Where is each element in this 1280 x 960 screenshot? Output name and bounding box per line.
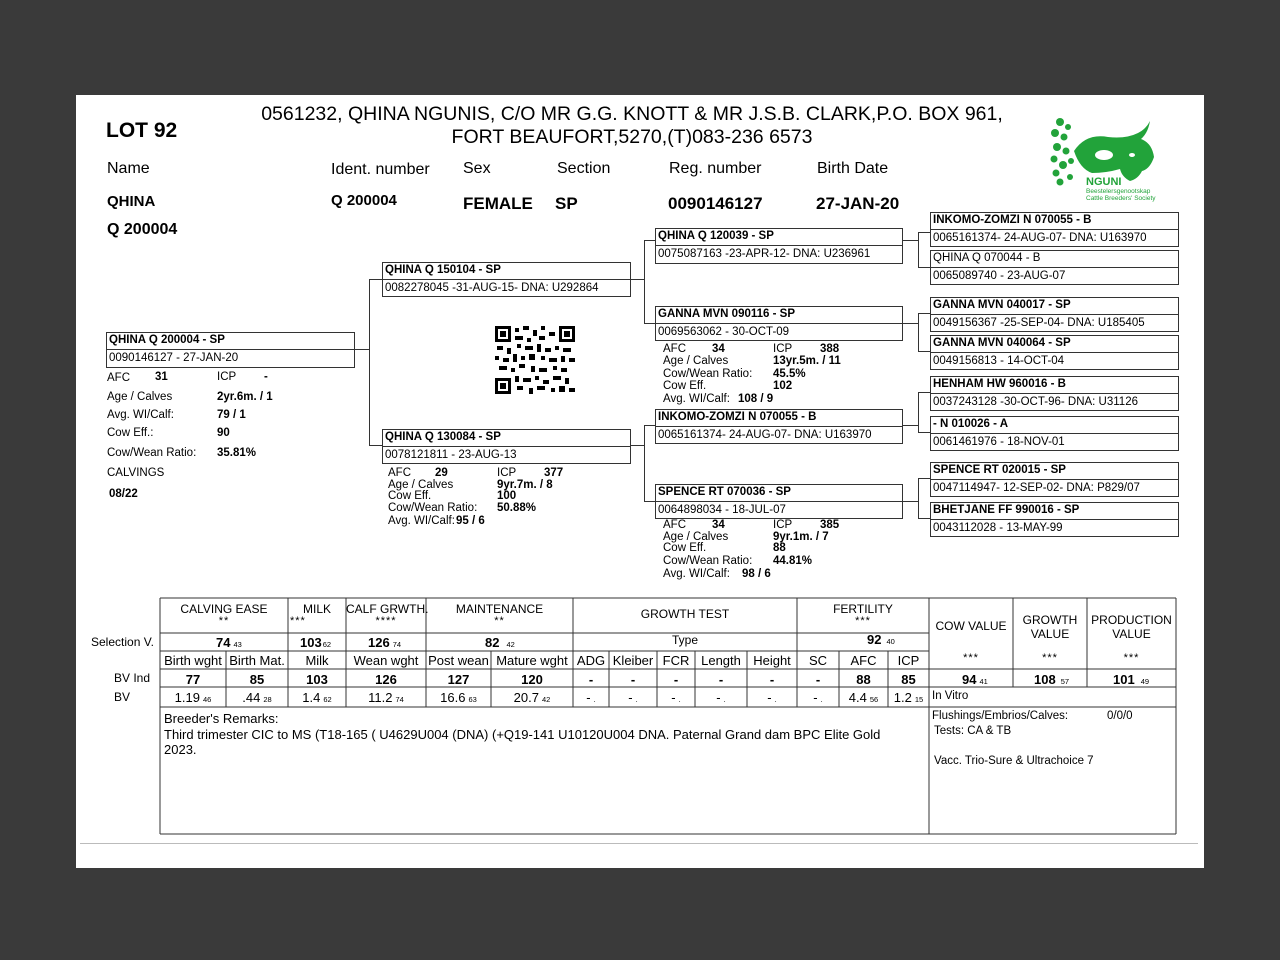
dam-detail: 0078121811 - 23-AUG-13 (385, 449, 517, 461)
gp-eff: 88 (773, 542, 786, 554)
reg-header: Reg. number (669, 160, 762, 177)
column-header: Wean wght (353, 653, 419, 668)
subject-wi-label: Avg. WI/Calf: (107, 409, 174, 421)
subject-wi: 79 / 1 (217, 409, 246, 421)
gp-ratio: 45.5% (773, 368, 806, 380)
remarks-text: Third trimester CIC to MS (T18-165 ( U4629U004 (DNA) (+Q19-141 U10120U004 DNA. Paternal Grand dam BPC Elite Gold 2023. (164, 727, 881, 757)
logo-sub2: Cattle Breeders' Society (1086, 195, 1156, 202)
bvind-cell: - (718, 672, 724, 687)
ggp-name: - N 010026 - A (933, 418, 1008, 430)
bv-cell: 20.7 42 (513, 690, 551, 705)
gp-wi-label: Avg. WI/Calf: (663, 393, 730, 405)
bv-cell: 1.2 15 (893, 690, 924, 705)
gp-ratio-label: Cow/Wean Ratio: (663, 368, 753, 380)
gp-eff-label: Cow Eff. (663, 542, 707, 554)
type-header: Type (671, 633, 698, 647)
subject-icp-label: ICP (217, 371, 237, 383)
column-header: Length (701, 653, 741, 668)
gp-wi: 98 / 6 (742, 568, 771, 580)
bvind-cell: - (630, 672, 636, 687)
gp-icp-label: ICP (773, 519, 793, 531)
gp-eff: 102 (773, 380, 793, 392)
subject-icp: - (264, 371, 268, 383)
growth-test-header: GROWTH TEST (640, 607, 730, 621)
bvind-cell: - (769, 672, 775, 687)
tests-note: Tests: CA & TB (934, 725, 1012, 737)
animal-sex: FEMALE (463, 194, 533, 213)
ggp-detail: 0061461976 - 18-NOV-01 (933, 436, 1065, 448)
gp-age: 9yr.1m. / 7 (773, 531, 829, 543)
subject-ratio: 35.81% (217, 447, 257, 459)
subject-afc-label: AFC (107, 372, 130, 384)
bvind-cell: - (673, 672, 679, 687)
column-header: Kleiber (612, 653, 654, 668)
ggp-detail: 0043112028 - 13-MAY-99 (933, 522, 1063, 534)
selection-calving: 74 43 (216, 635, 242, 650)
growth-value-header: GROWTH (1022, 613, 1078, 627)
calving-ease-header: CALVING EASE (180, 602, 268, 616)
gp-icp: 385 (820, 519, 840, 531)
animal-reg: 0090146127 (668, 194, 763, 213)
sex-header: Sex (463, 160, 491, 177)
animal-birth: 27-JAN-20 (816, 194, 900, 213)
ggp-detail: 0049156813 - 14-OCT-04 (933, 355, 1065, 367)
column-header: Birth wght (164, 653, 222, 668)
lot-number: LOT 92 (106, 119, 178, 142)
cow-value-stars: *** (963, 652, 979, 664)
ggp-name: BHETJANE FF 990016 - SP (933, 504, 1080, 516)
ggp-detail: 0047114947- 12-SEP-02- DNA: P829/07 (933, 482, 1140, 494)
bvind-cell: 127 (447, 672, 470, 687)
dam-icp: 377 (544, 467, 564, 479)
ggp-name: QHINA Q 070044 - B (933, 252, 1041, 264)
dam-icp-label: ICP (497, 467, 517, 479)
column-header: SC (808, 653, 828, 668)
bv-cell: - . (586, 690, 596, 705)
logo-sub1: Beestelersgenootskap (1086, 188, 1151, 195)
production-value-bvind: 101 49 (1113, 672, 1150, 687)
gp-detail: 0069563062 - 30-OCT-09 (658, 326, 790, 338)
dam-name: QHINA Q 130084 - SP (385, 431, 501, 443)
ggp-name: GANNA MVN 040017 - SP (933, 299, 1071, 311)
dam-ratio: 50.88% (497, 502, 537, 514)
ggp-detail: 0065161374- 24-AUG-07- DNA: U163970 (933, 232, 1147, 244)
bv-cell: - . (767, 690, 777, 705)
bvind-cell: 77 (185, 672, 201, 687)
ggp-detail: 0065089740 - 23-AUG-07 (933, 270, 1066, 282)
subject-afc: 31 (155, 371, 168, 383)
gp-afc: 34 (712, 519, 725, 531)
growth-value-stars: *** (1042, 652, 1058, 664)
vaccination-note: Vacc. Trio-Sure & Ultrachoice 7 (934, 755, 1094, 767)
gp-ratio-label: Cow/Wean Ratio: (663, 555, 753, 567)
production-value-stars: *** (1123, 652, 1140, 664)
logo-brand: NGUNI (1086, 176, 1122, 188)
remarks-title: Breeder's Remarks: (164, 711, 279, 726)
selection-maintenance: 82 42 (485, 635, 515, 650)
column-header: ICP (897, 653, 920, 668)
dam-afc-label: AFC (388, 467, 411, 479)
bv-cell: - . (813, 690, 823, 705)
gp-afc: 34 (712, 343, 725, 355)
selection-milk: 10362 (300, 635, 332, 650)
maintenance-header: MAINTENANCE (455, 602, 544, 616)
bv-cell: - . (671, 690, 681, 705)
gp-name: GANNA MVN 090116 - SP (658, 308, 795, 320)
sire-detail: 0082278045 -31-AUG-15- DNA: U292864 (385, 282, 599, 294)
selection-fertility: 92 40 (867, 632, 895, 647)
column-header: ADG (576, 653, 606, 668)
dam-eff: 100 (497, 490, 517, 502)
animal-name-id: Q 200004 (107, 221, 178, 238)
breeder-address-line1: 0561232, QHINA NGUNIS, C/O MR G.G. KNOTT & MR J.S.B. CLARK,P.O. BOX 961, (261, 103, 1003, 125)
bv-cell: 16.6 63 (440, 690, 477, 705)
column-header: Post wean (428, 653, 489, 668)
gp-detail: 0075087163 -23-APR-12- DNA: U236961 (658, 248, 871, 260)
fertility-header: FERTILITY (833, 602, 893, 616)
gp-icp: 388 (820, 343, 840, 355)
pedigree-sheet (76, 95, 1204, 868)
bvind-label: BV Ind (114, 671, 151, 685)
ggp-name: SPENCE RT 020015 - SP (933, 464, 1066, 476)
growth-value-header-2: VALUE (1030, 627, 1070, 641)
calf-growth-stars: **** (375, 615, 397, 627)
selection-calf: 126 74 (368, 635, 402, 650)
animal-name: QHINA (107, 193, 156, 210)
bvind-cell: 85 (249, 672, 265, 687)
subject-detail: 0090146127 - 27-JAN-20 (109, 352, 239, 364)
ggp-name: GANNA MVN 040064 - SP (933, 337, 1071, 349)
bv-cell: - . (628, 690, 638, 705)
dam-age: 9yr.7m. / 8 (497, 479, 553, 491)
gp-name: QHINA Q 120039 - SP (658, 230, 774, 242)
bvind-cell: 85 (901, 672, 916, 687)
ggp-detail: 0049156367 -25-SEP-04- DNA: U185405 (933, 317, 1145, 329)
ggp-name: HENHAM HW 960016 - B (933, 378, 1066, 390)
cow-value-header: COW VALUE (935, 619, 1007, 633)
gp-afc-label: AFC (663, 343, 686, 355)
bv-cell: 1.4 62 (302, 690, 332, 705)
dam-eff-label: Cow Eff. (388, 490, 432, 502)
growth-value-bvind: 108 57 (1034, 672, 1070, 687)
gp-age: 13yr.5m. / 11 (773, 355, 841, 367)
gp-age-label: Age / Calves (663, 531, 729, 543)
calvings-label: CALVINGS (107, 467, 165, 479)
column-header: Milk (305, 653, 329, 668)
bvind-cell: 88 (856, 672, 871, 687)
dam-wi: 95 / 6 (456, 515, 485, 527)
column-header: Birth Mat. (229, 653, 285, 668)
column-header: AFC (850, 653, 877, 668)
in-vitro-label: In Vitro (932, 690, 969, 702)
gp-icp-label: ICP (773, 343, 793, 355)
bvind-cell: 120 (521, 672, 543, 687)
calving-ease-stars: ** (218, 615, 230, 627)
name-header: Name (107, 160, 150, 177)
dam-age-label: Age / Calves (388, 479, 454, 491)
dam-afc: 29 (435, 467, 448, 479)
dam-ratio-label: Cow/Wean Ratio: (388, 502, 478, 514)
bv-label: BV (114, 690, 131, 704)
gp-age-label: Age / Calves (663, 355, 729, 367)
subject-age: 2yr.6m. / 1 (217, 391, 273, 403)
milk-stars: *** (290, 615, 306, 627)
ggp-detail: 0037243128 -30-OCT-96- DNA: U31126 (933, 396, 1138, 408)
bvind-cell: 103 (306, 672, 328, 687)
subject-ratio-label: Cow/Wean Ratio: (107, 447, 197, 459)
gp-detail: 0064898034 - 18-JUL-07 (658, 504, 786, 516)
bv-cell: 1.19 46 (174, 690, 212, 705)
subject-name: QHINA Q 200004 - SP (109, 334, 225, 346)
breeder-address-line2: FORT BEAUFORT,5270,(T)083-236 6573 (451, 126, 813, 148)
gp-afc-label: AFC (663, 519, 686, 531)
flushings-value: 0/0/0 (1107, 710, 1133, 722)
calf-growth-header: CALF GRWTH. (346, 602, 429, 616)
fertility-stars: *** (855, 615, 871, 627)
birth-header: Birth Date (817, 160, 889, 177)
gp-wi: 108 / 9 (738, 393, 774, 405)
column-header: FCR (662, 653, 690, 668)
animal-ident: Q 200004 (331, 192, 397, 209)
subject-eff-label: Cow Eff.: (107, 427, 154, 439)
production-value-header: PRODUCTION (1091, 613, 1172, 627)
bvind-cell: - (815, 672, 821, 687)
sire-name: QHINA Q 150104 - SP (385, 264, 501, 276)
selection-label: Selection V. (91, 635, 154, 649)
bv-cell: - . (716, 690, 726, 705)
dam-wi-label: Avg. WI/Calf: (388, 515, 455, 527)
subject-age-label: Age / Calves (107, 391, 173, 403)
gp-name: INKOMO-ZOMZI N 070055 - B (658, 411, 817, 423)
ident-header: Ident. number (331, 161, 430, 178)
gp-ratio: 44.81% (773, 555, 813, 567)
flushings-label: Flushings/Embrios/Calves: (932, 710, 1069, 722)
maintenance-stars: ** (494, 615, 505, 627)
bv-cell: 11.2 74 (368, 690, 404, 705)
column-header: Height (753, 653, 791, 668)
gp-eff-label: Cow Eff. (663, 380, 707, 392)
section-header: Section (557, 160, 611, 177)
bvind-cell: - (588, 672, 594, 687)
bv-cell: 4.4 56 (848, 690, 879, 705)
calvings-value: 08/22 (109, 488, 138, 500)
bv-cell: .44 28 (242, 690, 272, 705)
subject-eff: 90 (217, 427, 230, 439)
ggp-name: INKOMO-ZOMZI N 070055 - B (933, 214, 1092, 226)
gp-name: SPENCE RT 070036 - SP (658, 486, 791, 498)
gp-detail: 0065161374- 24-AUG-07- DNA: U163970 (658, 429, 872, 441)
column-header: Mature wght (496, 653, 568, 668)
milk-header: MILK (302, 602, 331, 616)
cow-value-bvind: 94 41 (962, 672, 988, 687)
gp-wi-label: Avg. WI/Calf: (663, 568, 730, 580)
bvind-cell: 126 (375, 672, 397, 687)
production-value-header-2: VALUE (1112, 627, 1151, 641)
animal-section: SP (555, 194, 578, 213)
